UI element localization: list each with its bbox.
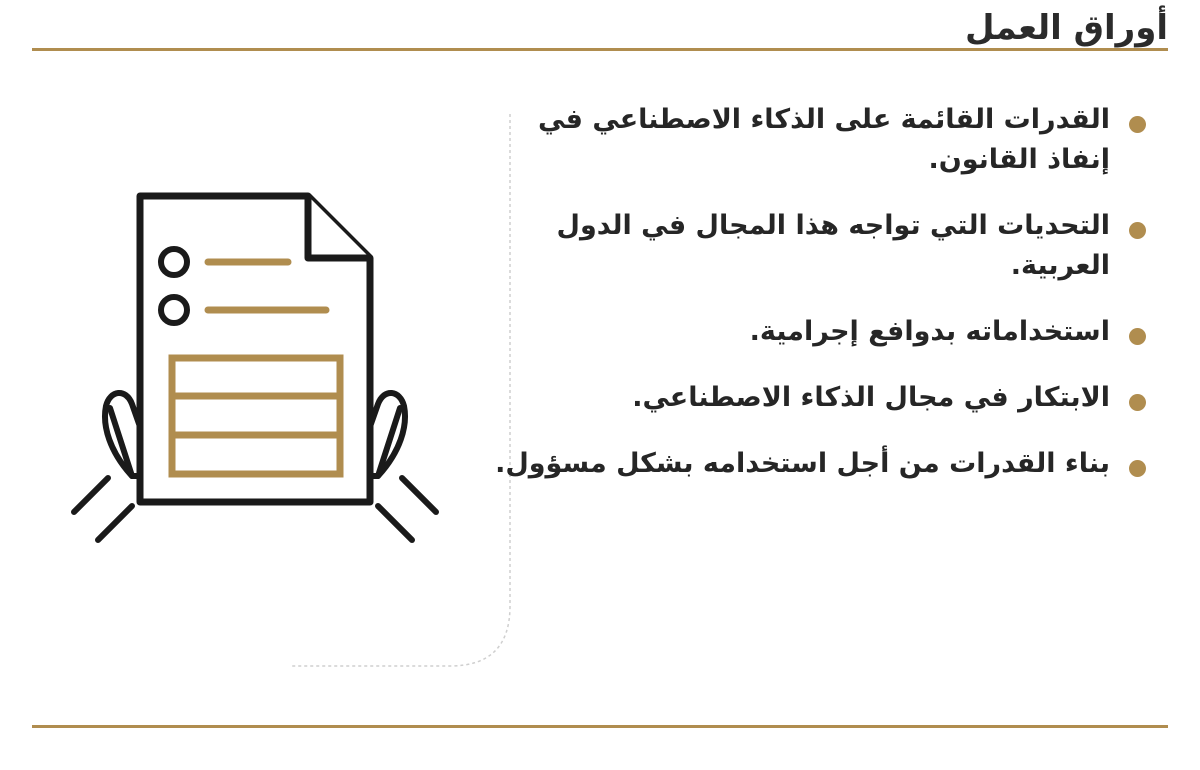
list-item-label: القدرات القائمة على الذكاء الاصطناعي في إنفاذ القانون. [537,104,1110,175]
bullet-dot-cell [1114,378,1160,411]
header-divider [32,48,1168,51]
bullet-dot-icon [1129,394,1146,411]
bullet-dot-icon [1129,116,1146,133]
hands-holding-document-icon [40,176,470,596]
list-item [480,100,1160,180]
list-item [480,378,1160,418]
list-item [480,206,1160,286]
page-title: أوراق العمل [964,8,1168,48]
slide-content [0,86,1200,710]
list-item-label: استخداماته بدوافع إجرامية. [749,315,1110,347]
bullet-dot-cell [1114,312,1160,345]
bullet-dot-icon [1129,460,1146,477]
bullet-list [480,100,1160,510]
list-item [480,444,1160,484]
footer-divider [32,725,1168,728]
bullet-dot-icon [1129,328,1146,345]
bullet-dot-cell [1114,206,1160,239]
bullet-dot-icon [1129,222,1146,239]
list-item-label: بناء القدرات من أجل استخدامه بشكل مسؤول. [495,447,1110,479]
slide-header [0,0,1200,80]
bullet-dot-cell [1114,100,1160,133]
bullet-dot-cell [1114,444,1160,477]
list-item [480,312,1160,352]
list-item-label: الابتكار في مجال الذكاء الاصطناعي. [632,381,1110,413]
list-item-label: التحديات التي تواجه هذا المجال في الدول العربية. [556,209,1110,281]
